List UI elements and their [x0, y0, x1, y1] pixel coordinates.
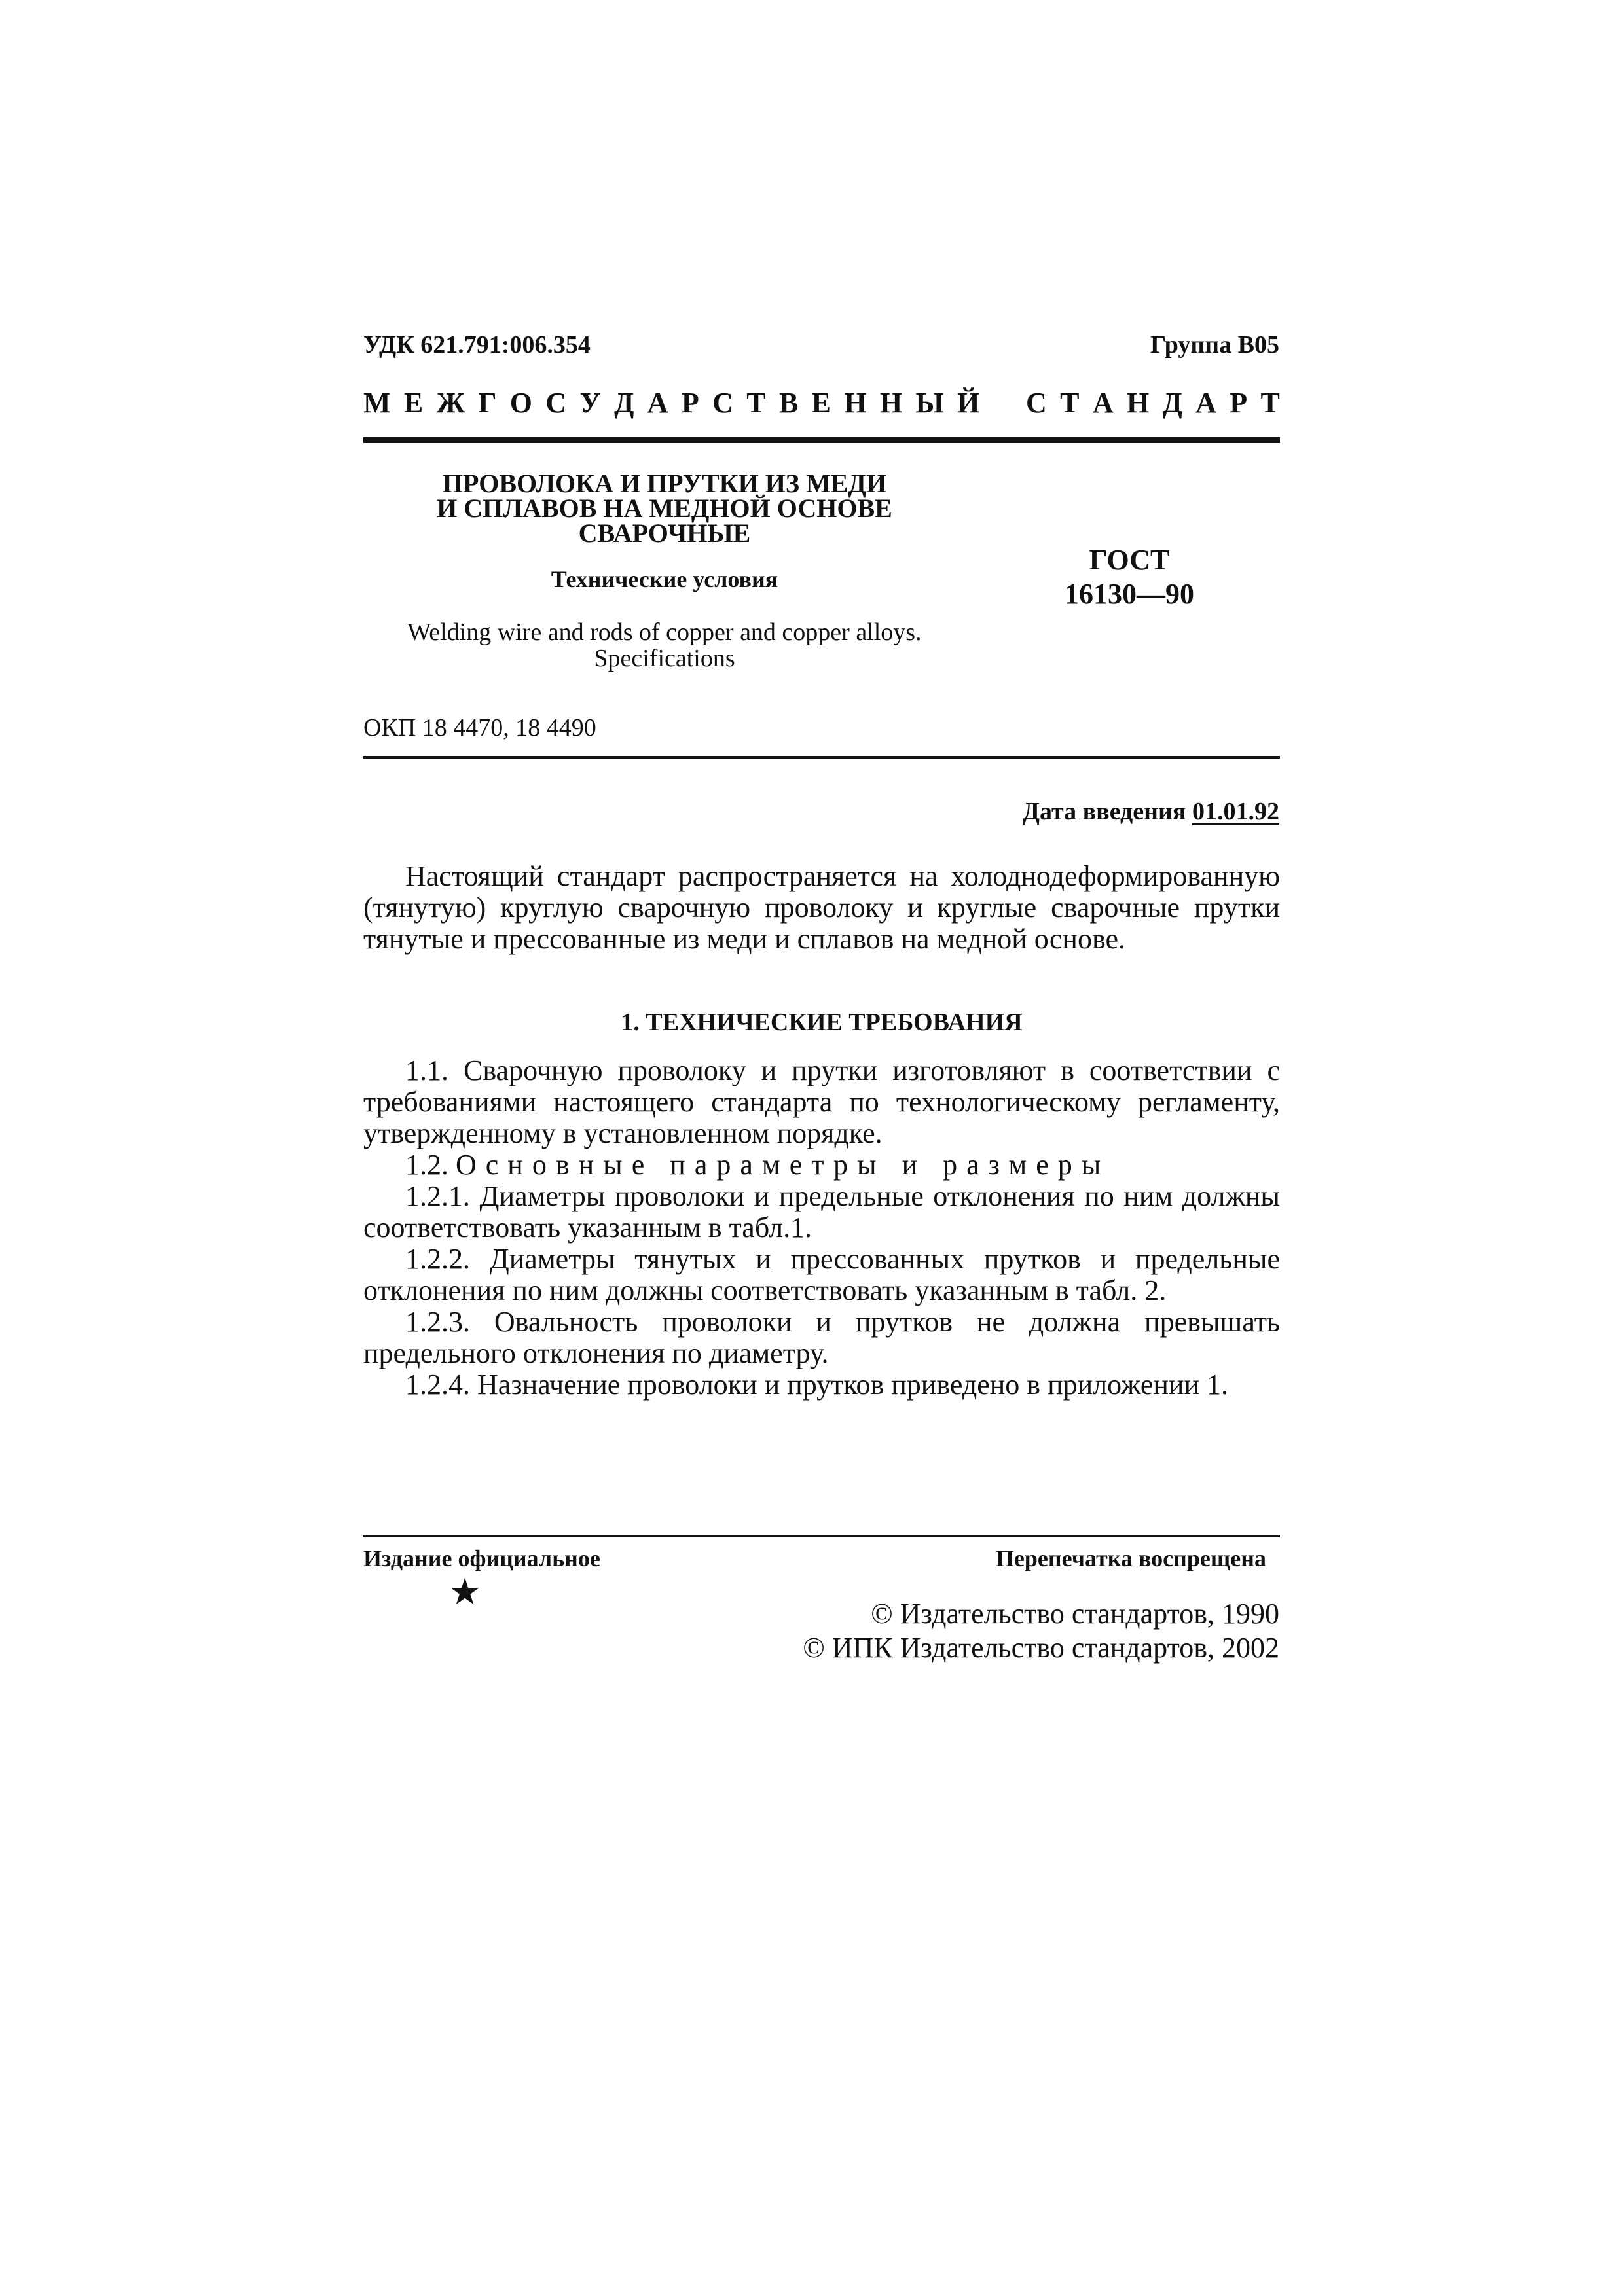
- header-rule: [363, 437, 1280, 443]
- clause-1-1: 1.1. Сварочную проволоку и прутки изготовляют в соответствии с требованиями настоящего стандарта по технологическому регламенту, утвержденному в установленном порядке.: [363, 1054, 1280, 1149]
- gost-designation: [1005, 543, 1254, 611]
- clause-1-2-3: 1.2.3. Овальность проволоки и прутков не должна превышать предельного отклонения по диаметру.: [363, 1306, 1280, 1369]
- star-icon: ★: [448, 1572, 482, 1613]
- interstate-standard-heading: М Е Ж Г О С У Д А Р С Т В Е Н Н Ы Й С Т А Н Д А Р Т: [363, 387, 1280, 419]
- gost-label: ГОСТ: [1089, 544, 1170, 576]
- section-body: [363, 1055, 1280, 1401]
- clause-1-2-2: 1.2.2. Диаметры тянутых и прессованных прутков и предельные отклонения по ним должны соответствовать указанным в табл. 2.: [363, 1243, 1280, 1306]
- official-edition: Издание официальное: [363, 1545, 600, 1571]
- clause-1-2: [363, 1149, 1280, 1181]
- scope-text: Настоящий стандарт распространяется на холоднодеформированную (тянутую) круглую сварочную проволоку и круглые сварочные прутки тянутые и прессованные из меди и сплавов на медной основе.: [363, 860, 1280, 955]
- introduction-date-label: Дата введения: [1022, 798, 1186, 825]
- okp-rule: [363, 756, 1280, 759]
- clause-1-2-1: 1.2.1. Диаметры проволоки и предельные отклонения по ним должны соответствовать указанным в табл.1.: [363, 1180, 1280, 1244]
- introduction-date-value: 01.01.92: [1192, 798, 1279, 825]
- okp-code: ОКП 18 4470, 18 4490: [363, 714, 596, 742]
- clause-1-2-title: Основные параметры и размеры: [456, 1149, 1110, 1181]
- reprint-prohibited: Перепечатка воспрещена: [995, 1545, 1266, 1571]
- udk-code: УДК 621.791:006.354: [363, 331, 591, 359]
- english-title-line: Welding wire and rods of copper and copper alloys.: [407, 619, 922, 646]
- english-title: [363, 619, 966, 672]
- document-subtitle: Технические условия: [551, 566, 778, 592]
- copyright-block: [803, 1597, 1279, 1665]
- title-line: ПРОВОЛОКА И ПРУТКИ ИЗ МЕДИ: [442, 469, 887, 498]
- scope-paragraph: [363, 861, 1280, 955]
- section-heading: 1. ТЕХНИЧЕСКИЕ ТРЕБОВАНИЯ: [621, 1009, 1023, 1036]
- title-block: [363, 471, 966, 672]
- english-title-line: Specifications: [594, 645, 735, 672]
- copyright-line: © Издательство стандартов, 1990: [871, 1598, 1279, 1630]
- title-line: СВАРОЧНЫЕ: [578, 518, 751, 548]
- footer-rule: [363, 1535, 1280, 1537]
- gost-number: 16130—90: [1065, 578, 1194, 610]
- introduction-date: [1023, 797, 1279, 826]
- clause-1-2-number: 1.2.: [405, 1149, 448, 1181]
- document-title: [363, 471, 966, 546]
- group-code: Группа В05: [1150, 331, 1279, 359]
- clause-1-2-4: 1.2.4. Назначение проволоки и прутков приведено в приложении 1.: [405, 1369, 1229, 1401]
- copyright-line: © ИПК Издательство стандартов, 2002: [803, 1632, 1279, 1664]
- title-line: И СПЛАВОВ НА МЕДНОЙ ОСНОВЕ: [437, 493, 892, 523]
